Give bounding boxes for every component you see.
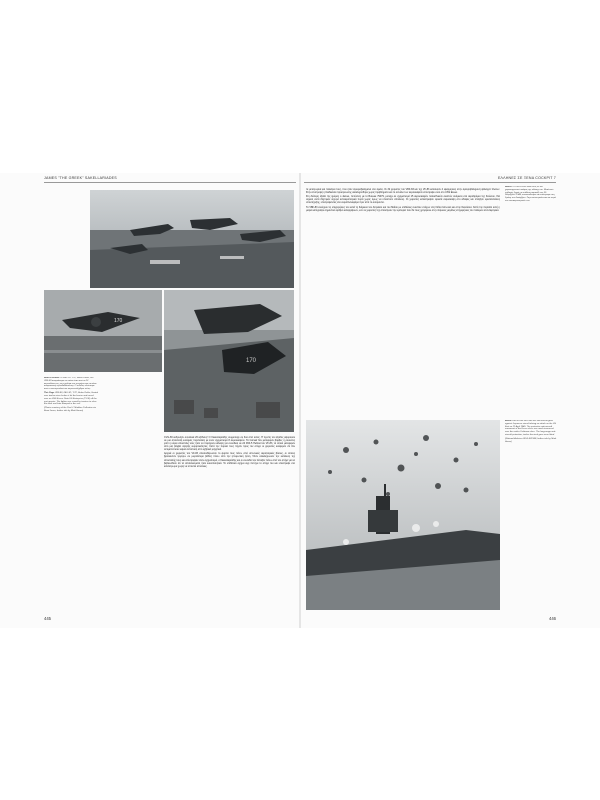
right-page-number: 446 [549,616,556,621]
left-caption-2-lead: This Page [44,392,55,395]
left-caption-credit: (Photos courtesy of the Paul J. Madden Collection via Brent Jones; further info by Mark Horan) [44,407,96,413]
right-caption-column-top [505,186,557,386]
right-body-paragraph: Στη δεύτερη έξοδο της ημέρας ο James, πετώντας με το Bureau 79479, μετείχε σε σχηματισμό 15 αεροσκαφών πολυεθνικών σκοπών ανάμεσα στα αεροδρόμια της Κιούσου. Στα σημεία αυτά δέχτηκαν ισχυρά αντιαεροπορικά πυρά χωρίς όμως να υποστούν απώλειες. Οι χειριστές κατέστρεψαν αρκετά αεροσκάφη στο έδαφος και έπληξαν εγκαταστάσεις υποστήριξης, επιστρέφοντας στο αεροπλανοφόρο πριν από το σούρουπο. [306,195,500,205]
right-header-rule [304,182,556,183]
left-body-paragraph: CVG-83 κέδρωξαν συνολικά 26 εξόδους! Ο Σακελλαριάδης συμμετείχε σε δύο από αυτές. Η πρώτη του έξοδος αφορούσε σε μια αποστολή εναέριας περιπολίας με έναν σχηματισμό 8 αεροσκαφών. Τα Corsair δεν μετέφεραν βόμβες ή ρουκέτες γιατί η κύρια αποστολή τους ήταν να παρέχουν κάλυψη για συνοδεία σε 24 F6F-5 Hellcat του VF-83, τα οποία μετέφεραν από μία βόμβα υψηλής εκρηκτικότητας. Κατά την πορεία τους πήγαν προς τον στόχο οι χειριστές ανέφεραν ότι δεν αντιμετώπισαν καμία αντίσταση από εχθρικά μαχητικά. [164,436,295,452]
right-caption-credit: (National Archives 80-G-321958; further info by Mark Horan) [505,437,557,443]
right-caption-column-bottom [505,420,557,614]
right-caption-1-lead: Above [505,186,512,188]
svg-text:170: 170 [246,358,257,364]
book-spine [299,173,301,628]
left-running-head: JAMES "THE GREEK" SAKELLARIADES [44,176,117,180]
photo-corsair-landing [44,290,162,372]
right-body-text [306,188,500,418]
right-body-paragraph: Το VBF-83 συνέχισε τις επιχειρήσεις του κατά τη διάρκεια του Απριλίου και του Μαΐου με επιθέσεις εναντίον στόχων στη Νότια Ιαπωνία και στην Οκινάουα. Κατά την περίοδο αυτή η μοίρα κατέγραψε σημαντικό αριθμό καταρρίψεων, ενώ οι χειριστές της απέκτησαν την εμπειρία που θα τους χρησίμευε στις επόμενες μεγάλες επιχειρήσεις του πολέμου στον Ειρηνικό. [306,205,500,212]
photo-corsair-deck-top [90,190,294,288]
right-body-paragraph: τα μεταγωγικά και πλοιάρια τους, που ήταν αγκυροβολημένα στο λιμάνι. Οι 32 χειριστές του VBF-83 και της VF-83 εκτέλεσαν 4 εφόρμησεις στην αγκυροβολημένη φάλαγγα πλοίων. Στην επιστροφή η διαδικασία προσγείωσης ολοκληρώθηκε χωρίς προβλήματα και το σύνολο των αεροσκαφών επέστρεψε σώο στο USS Essex. [306,188,500,195]
left-header-rule [44,182,296,183]
left-body-paragraph: Αρχικά οι χειριστές του VF-83 απελευθέρωσαν το φορτίο τους πάνω από ιαπωνικές αεροπορικές βάσεις, οι οποίες βρίσκονταν τριγύρω σε μεγαλύτερο βάθος πάνω από την ηπειρωτική ζώνη. Όταν ολοκλήρωσαν την εκτέλεση της αποστολής τους και επέστρεψαν στον σχηματισμό, ο Σακελλαριάδης και οι συνοδοί του πέταξαν πάνω από τον στόχο για να βεβαιωθούν ότι τα αποτελέσματα ήταν ικανοποιητικά. Το επιθετικό σχήμα είχε πετύχει το στόχο του και επέστρεψε στο κατάστρωμα χωρίς να υποστεί απώλειες. [164,452,295,468]
right-caption-2-text: USS Essex fires with her anti-aircraft guns against Japanese aircraft during an attack on the US fleet on 11 April 1945. The protective anti-aircraft armament of the Essex class was much increased over the earlier Yorktown class. The long-range anti-aircraft protection, twelve five-inch guns were fitted. [505,420,556,436]
right-caption-1-text: To USS Essex είναι ίσως το πιο χαρακτηριστικό σκάφος της κλάσης του. Μετά από σοβαρές ζημιές σε επίθεση καμικάζι στις 25 Νοεμβρίου 1944, επισκευάστηκε και επέστρεψε στη δράση τον Δεκέμβριο. Στην εικόνα φαίνονται τα πυρά των αντιαεροπορικών του. [505,186,556,202]
left-body-text [164,436,295,612]
left-caption-1-text: To F4U-1D '170', Burke Doble, του VBF-83 αναγκάστηκε να πέσει έναν από τα 12 αεροπλάνα του, με τη φλόγα στο κινητήριο και να κάνει αναγκαστική προσθαλάσσωση. Ο πιλότος ελκύστηκε από το αντιτορπιλικό και περισυνελέχθηκε σώος. [44,377,97,391]
left-caption-2-text: VBF-83, F4U-1D, '170', Burke Doble, floated over twelve wires before it hit the barrier and nosed over on USS Essex. Note US Enterprise (CV-6) off the port quarter. The fighter was saved by tractors to clear the deck and later dumped in the sea. [44,392,98,406]
svg-text:170: 170 [114,318,123,324]
right-caption-2-lead: Below [505,420,512,422]
photo-uss-essex-aa-fire [306,420,500,610]
right-running-head: ΕΛΛΗΝΕΣ ΣΕ ΞΕΝΑ COCKPIT 7 [497,176,556,180]
left-caption-1-lead: Aund a Soldier [44,377,60,379]
left-page-number: 445 [44,616,51,621]
photo-corsair-crash [164,290,294,432]
left-caption-column [44,377,98,613]
